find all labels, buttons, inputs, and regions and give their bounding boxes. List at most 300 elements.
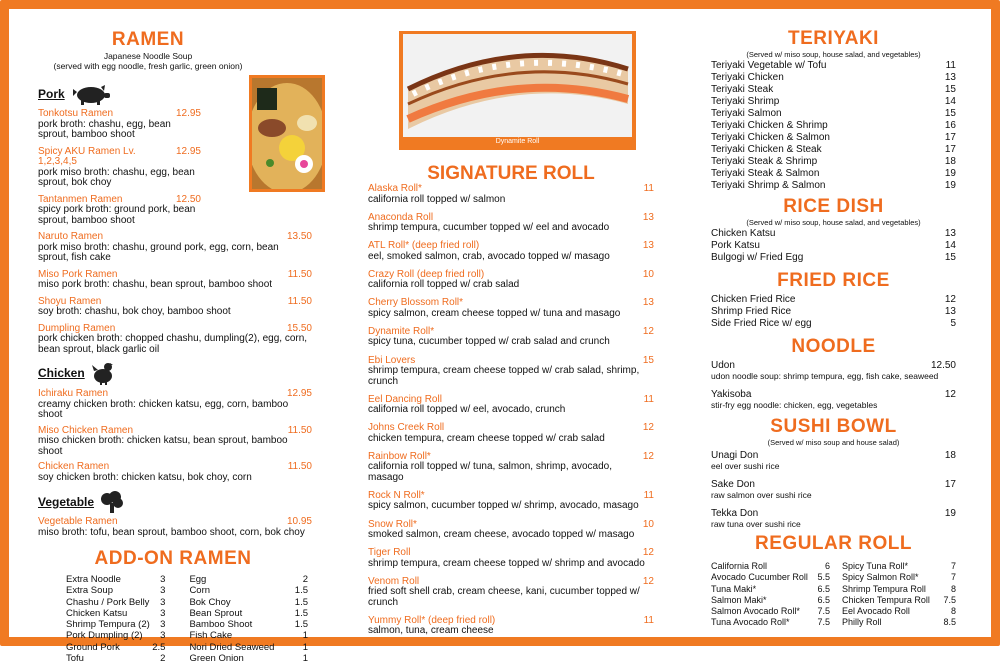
item-name: Teriyaki Chicken — [711, 72, 784, 83]
signature-roll-item — [368, 616, 654, 637]
item-price: 7 — [950, 561, 956, 571]
pork-label: Pork — [38, 87, 65, 101]
item-name: Nori Dried Seaweed — [189, 641, 275, 653]
item-price: 6.5 — [817, 594, 830, 605]
item-description: udon noodle soup: shrimp tempura, egg, fish cake, seaweed — [711, 371, 939, 381]
item-name: Naruto Ramen — [38, 231, 104, 242]
item-price: 12 — [642, 422, 654, 434]
item-price: 11.50 — [287, 461, 312, 472]
item-price: 14 — [944, 240, 956, 251]
vegetable-label: Vegetable — [38, 495, 95, 509]
item-name: Fish Cake — [189, 630, 233, 642]
price-row — [842, 584, 956, 595]
item-name: Teriyaki Steak & Shrimp — [711, 156, 818, 167]
fried-rice-list — [711, 294, 956, 330]
item-name: Chicken Katsu — [711, 228, 776, 239]
item-description: eel over sushi rice — [711, 461, 780, 471]
item-name: Eel Dancing Roll — [368, 393, 442, 405]
item-name: Teriyaki Vegetable w/ Tofu — [711, 60, 827, 71]
item-price: 1 — [302, 641, 308, 653]
item-name: Shoyu Ramen — [38, 295, 102, 307]
item-price: 5 — [950, 318, 956, 329]
menu-item — [38, 388, 312, 421]
item-price: 17 — [944, 144, 956, 155]
noodle-list — [711, 360, 956, 410]
price-row — [711, 96, 956, 108]
signature-title: SIGNATURE ROLL — [427, 163, 595, 184]
item-price: 3 — [160, 574, 166, 585]
price-row — [711, 617, 830, 628]
item-price: 15 — [944, 108, 956, 119]
item-price: 6.5 — [817, 583, 830, 594]
item-description: stir-fry egg noodle: chicken, egg, vegetables — [711, 400, 878, 410]
price-row — [711, 84, 956, 96]
price-row — [189, 653, 308, 664]
price-row — [66, 585, 165, 596]
item-name: Chashu / Pork Belly — [66, 596, 150, 608]
price-row — [189, 597, 308, 608]
item-name-row — [38, 147, 201, 168]
item-name: Pork Dumpling (2) — [66, 630, 143, 642]
signature-roll-item — [368, 184, 654, 205]
price-row — [842, 606, 956, 617]
item-price: 18 — [944, 156, 956, 167]
price-row — [711, 252, 956, 264]
item-name: Ichiraku Ramen — [38, 388, 109, 399]
price-row — [711, 318, 956, 330]
item-price: 11.50 — [287, 295, 312, 307]
signature-roll-item — [368, 356, 654, 388]
broccoli-icon — [100, 491, 124, 513]
item-description: miso chicken broth: chicken katsu, bean sprout, bamboo shoot — [38, 435, 288, 457]
item-name: Salmon Maki* — [711, 594, 767, 605]
price-row — [66, 597, 165, 608]
teriyaki-title: TERIYAKI — [788, 28, 879, 49]
item-price: 1.5 — [294, 607, 308, 619]
item-name-row — [38, 389, 312, 400]
item-price: 12.95 — [175, 108, 201, 119]
ramen-subtitle: Japanese Noodle Soup — [103, 51, 193, 61]
price-row — [711, 606, 830, 617]
sushi-bowl-served-note: (Served w/ miso soup and house salad) — [767, 438, 900, 447]
item-price: 15 — [642, 354, 654, 366]
item-name: Teriyaki Chicken & Steak — [711, 144, 822, 155]
item-name-row — [38, 232, 312, 243]
item-price: 13 — [642, 211, 654, 223]
item-name: Johns Creek Roll — [368, 422, 445, 434]
price-row — [711, 108, 956, 120]
item-description: pork miso broth: chashu, ground pork, egg, corn, bean sprout, fish cake — [38, 241, 279, 263]
item-description: shrimp tempura, cream cheese topped w/ shrimp and avocado — [368, 557, 645, 569]
signature-roll-item — [368, 491, 654, 512]
item-description: spicy pork broth: ground pork, bean sprout, bamboo shoot — [38, 204, 196, 226]
menu-item — [38, 295, 312, 318]
price-row — [711, 180, 956, 192]
price-row — [66, 619, 165, 630]
item-name: Shrimp Fried Rice — [711, 306, 792, 317]
chicken-ramen-list — [38, 388, 312, 483]
ramen-photo — [249, 75, 325, 192]
signature-roll-item — [368, 423, 654, 444]
item-description: miso pork broth: chashu, bean sprout, bamboo shoot — [38, 279, 273, 290]
price-row — [842, 595, 956, 606]
rice-dish-served-note: (Served w/ miso soup, house salad, and vegetables) — [746, 218, 921, 227]
menu-item — [711, 389, 956, 410]
price-row — [711, 584, 830, 595]
item-price: 7.5 — [817, 606, 830, 617]
item-description: raw tuna over sushi rice — [711, 519, 801, 529]
price-row — [66, 630, 165, 641]
item-price: 17 — [944, 132, 956, 143]
item-name: Chicken Katsu — [66, 607, 128, 619]
addon-left-column — [66, 574, 165, 664]
item-name: Green Onion — [189, 653, 244, 664]
item-name: Udon — [711, 360, 735, 371]
price-row — [711, 572, 830, 583]
item-price: 12 — [642, 547, 654, 559]
item-price: 3 — [160, 630, 166, 642]
item-price: 3 — [160, 585, 166, 597]
menu-item — [38, 195, 308, 227]
item-price: 1 — [302, 630, 308, 642]
item-price: 11.50 — [287, 424, 312, 436]
item-price: 2 — [160, 653, 166, 664]
item-price: 11 — [643, 489, 654, 501]
item-description: smoked salmon, cream cheese, avocado topped w/ masago — [368, 529, 635, 541]
item-name: Extra Noodle — [66, 574, 121, 585]
item-price: 11 — [643, 183, 654, 194]
item-price: 11 — [643, 393, 654, 405]
item-name: California Roll — [711, 561, 768, 571]
item-name: Bean Sprout — [189, 607, 243, 619]
item-description: pork chicken broth: chopped chashu, dumpling(2), egg, corn, bean sprout, black garlic oil — [38, 333, 308, 355]
price-row — [711, 561, 830, 572]
item-price: 6 — [824, 561, 830, 571]
signature-roll-item — [368, 270, 654, 291]
sushi-bowl-list — [711, 450, 956, 529]
item-description: california roll topped w/ eel, avocado, crunch — [368, 404, 566, 416]
ramen-served-note: (served with egg noodle, fresh garlic, green onion) — [53, 61, 243, 71]
item-name: Corn — [189, 585, 211, 597]
item-name: Crazy Roll (deep fried roll) — [368, 268, 485, 280]
rice-dish-title: RICE DISH — [783, 196, 884, 217]
item-price: 2 — [302, 574, 308, 585]
item-name: Ebi Lovers — [368, 354, 416, 366]
signature-roll-item — [368, 452, 654, 484]
menu-item — [38, 424, 312, 458]
item-price: 10 — [642, 518, 654, 530]
price-row — [711, 595, 830, 606]
signature-roll-item — [368, 395, 654, 416]
item-price: 10 — [642, 268, 654, 280]
vegetable-section-header — [38, 491, 308, 513]
item-name: Sake Don — [711, 479, 755, 490]
item-name: Tofu — [66, 653, 84, 664]
item-price: 12 — [944, 389, 956, 400]
price-row — [711, 240, 956, 252]
price-row — [711, 60, 956, 72]
item-name: Unagi Don — [711, 450, 759, 461]
item-price: 11.50 — [287, 268, 312, 280]
left-column — [38, 18, 312, 664]
price-row — [842, 617, 956, 628]
menu-item — [711, 508, 956, 529]
menu-item — [711, 450, 956, 471]
item-description: eel, smoked salmon, crab, avocado topped w/ masago — [368, 250, 610, 262]
price-row — [189, 619, 308, 630]
item-price: 7.5 — [943, 594, 956, 605]
chicken-section-header — [38, 361, 308, 385]
signature-roll-list — [368, 184, 654, 644]
item-name: ATL Roll* (deep fried roll) — [368, 240, 480, 252]
item-price: 12.95 — [175, 145, 201, 157]
price-row — [842, 572, 956, 583]
item-name: Bulgogi w/ Fried Egg — [711, 252, 804, 263]
item-price: 3 — [160, 596, 166, 608]
item-name: Tantanmen Ramen — [38, 193, 123, 205]
price-row — [66, 653, 165, 664]
noodle-title: NOODLE — [791, 336, 876, 357]
price-row — [66, 642, 165, 653]
item-price: 12.50 — [175, 193, 201, 205]
item-name: Rock N Roll* — [368, 489, 425, 501]
chicken-label: Chicken — [38, 366, 85, 380]
item-name: Teriyaki Salmon — [711, 108, 782, 119]
item-name: Yummy Roll* (deep fried roll) — [368, 614, 496, 626]
price-row — [189, 630, 308, 641]
item-description: shrimp tempura, cucumber topped w/ eel and avocado — [368, 222, 610, 234]
price-row — [711, 144, 956, 156]
item-name: Snow Roll* — [368, 518, 417, 530]
item-price: 16 — [944, 120, 956, 131]
item-name: Tuna Avocado Roll* — [711, 617, 790, 628]
signature-roll-item — [368, 548, 654, 569]
item-name-row — [38, 109, 201, 120]
item-description: spicy tuna, cucumber topped w/ crab salad and crunch — [368, 336, 610, 348]
roll-photo-frame — [399, 31, 636, 150]
item-name: Yakisoba — [711, 389, 752, 400]
menu-item — [711, 360, 956, 381]
price-row — [711, 156, 956, 168]
item-name: Teriyaki Steak — [711, 84, 774, 95]
item-description: shrimp tempura, cream cheese topped w/ crab salad, shrimp, crunch — [368, 365, 640, 387]
vegetable-ramen-list — [38, 516, 312, 538]
item-price: 7.5 — [817, 617, 830, 628]
item-price: 3 — [160, 607, 166, 619]
item-price: 1.5 — [294, 596, 308, 608]
item-description: spicy salmon, cream cheese topped w/ tuna and masago — [368, 307, 621, 319]
addon-title: ADD-ON RAMEN — [94, 548, 252, 569]
item-price: 12.95 — [286, 388, 312, 399]
item-name: Miso Pork Ramen — [38, 268, 118, 280]
item-description: pork miso broth: chashu, egg, bean sprout, bok choy — [38, 166, 195, 188]
fried-rice-title: FRIED RICE — [777, 270, 890, 291]
signature-roll-item — [368, 327, 654, 348]
signature-roll-item — [368, 213, 654, 234]
item-description: california roll topped w/ crab salad — [368, 279, 520, 291]
item-price: 8 — [950, 606, 956, 617]
item-price: 11 — [643, 614, 654, 626]
item-name: Egg — [189, 574, 207, 585]
item-name: Pork Katsu — [711, 240, 760, 251]
item-price: 12.50 — [930, 360, 956, 371]
sushi-bowl-title: SUSHI BOWL — [770, 416, 897, 437]
item-price: 10.95 — [286, 516, 312, 527]
item-name: Tuna Maki* — [711, 583, 757, 594]
menu-item — [38, 268, 312, 291]
item-name: Alaska Roll* — [368, 183, 422, 194]
price-row — [189, 642, 308, 653]
regular-roll-left-column — [711, 561, 830, 629]
item-price: 17 — [944, 479, 956, 490]
item-description: salmon, tuna, cream cheese — [368, 625, 494, 637]
item-name: Shrimp Tempura Roll — [842, 583, 926, 594]
item-name: Extra Soup — [66, 585, 113, 597]
item-price: 15.50 — [286, 322, 312, 334]
ramen-title: RAMEN — [111, 29, 185, 50]
item-price: 12 — [642, 575, 654, 587]
teriyaki-list — [711, 60, 956, 192]
item-price: 15 — [944, 252, 956, 263]
price-row — [711, 132, 956, 144]
item-name: Eel Avocado Roll — [842, 606, 910, 617]
item-price: 13 — [642, 240, 654, 252]
photo-caption: Dynamite Roll — [495, 138, 540, 145]
item-name: Miso Chicken Ramen — [38, 424, 134, 436]
item-price: 13 — [944, 228, 956, 239]
item-name: Chicken Ramen — [38, 461, 110, 472]
item-description: california roll topped w/ salmon — [368, 193, 506, 205]
item-price: 12 — [944, 294, 956, 305]
item-price: 1.5 — [294, 619, 308, 631]
price-row — [189, 574, 308, 585]
item-price: 13 — [642, 297, 654, 309]
price-row — [189, 608, 308, 619]
signature-roll-item — [368, 577, 654, 609]
chicken-icon — [91, 361, 115, 385]
menu-item — [38, 461, 312, 483]
item-name: Teriyaki Chicken & Shrimp — [711, 120, 828, 131]
regular-roll-right-column — [842, 561, 956, 629]
item-name: Venom Roll — [368, 575, 420, 587]
item-name: Teriyaki Chicken & Salmon — [711, 132, 830, 143]
item-price: 13 — [944, 72, 956, 83]
item-price: 15 — [944, 84, 956, 95]
item-price: 1 — [302, 653, 308, 664]
item-name: Spicy Tuna Roll* — [842, 561, 909, 571]
signature-roll-item — [368, 298, 654, 319]
menu-item — [38, 322, 312, 356]
item-price: 1.5 — [294, 585, 308, 597]
item-price: 13 — [944, 306, 956, 317]
price-row — [711, 168, 956, 180]
item-description: chicken tempura, cream cheese topped w/ crab salad — [368, 432, 605, 444]
item-name: Philly Roll — [842, 617, 882, 628]
price-row — [842, 561, 956, 572]
item-price: 19 — [944, 508, 956, 519]
item-description: california roll topped w/ tuna, salmon, shrimp, avocado, masago — [368, 461, 613, 483]
item-price: 14 — [944, 96, 956, 107]
item-name: Tonkotsu Ramen — [38, 108, 114, 119]
item-price: 19 — [944, 168, 956, 179]
price-row — [711, 72, 956, 84]
item-name-row — [368, 184, 654, 195]
item-name: Teriyaki Shrimp — [711, 96, 780, 107]
item-name: Bamboo Shoot — [189, 619, 253, 631]
item-price: 13.50 — [286, 231, 312, 242]
item-name: Vegetable Ramen — [38, 516, 118, 527]
regular-roll-title: REGULAR ROLL — [755, 533, 912, 554]
regular-roll-table — [711, 561, 956, 629]
signature-roll-item — [368, 520, 654, 541]
menu-item — [38, 516, 312, 538]
item-price: 18 — [944, 450, 956, 461]
roll-photo — [403, 34, 632, 137]
item-name: Tiger Roll — [368, 547, 411, 559]
price-row — [711, 228, 956, 240]
item-name: Bok Choy — [189, 596, 231, 608]
pig-icon — [71, 83, 111, 105]
item-name: Salmon Avocado Roll* — [711, 606, 800, 617]
item-price: 5.5 — [817, 572, 830, 583]
item-name: Rainbow Roll* — [368, 450, 431, 462]
price-row — [711, 120, 956, 132]
item-description: pork broth: chashu, egg, bean sprout, bamboo shoot — [38, 118, 171, 140]
item-name-row — [38, 462, 312, 473]
menu-item — [38, 231, 312, 264]
item-price: 12 — [642, 450, 654, 462]
item-name: Teriyaki Steak & Salmon — [711, 168, 820, 179]
item-price: 2.5 — [152, 641, 166, 653]
item-description: creamy chicken broth: chicken katsu, egg, corn, bamboo shoot — [38, 398, 289, 420]
price-row — [189, 585, 308, 596]
price-row — [711, 306, 956, 318]
item-price: 7 — [950, 572, 956, 583]
item-name: Shrimp Tempura (2) — [66, 619, 150, 631]
teriyaki-served-note: (Served w/ miso soup, house salad, and vegetables) — [746, 50, 921, 59]
item-price: 12 — [642, 325, 654, 337]
item-description: spicy salmon, cucumber topped w/ shrimp, avocado, masago — [368, 500, 639, 512]
rice-dish-list — [711, 228, 956, 264]
item-price: 8.5 — [943, 617, 956, 628]
item-name: Dynamite Roll* — [368, 325, 435, 337]
item-name: Avocado Cucumber Roll — [711, 572, 808, 583]
item-price: 3 — [160, 619, 166, 631]
price-row — [66, 574, 165, 585]
price-row — [711, 294, 956, 306]
menu-item — [711, 479, 956, 500]
item-name: Chicken Fried Rice — [711, 294, 796, 305]
item-description: fried soft shell crab, cream cheese, kani, cucumber topped w/ crunch — [368, 586, 640, 608]
item-name-row — [38, 517, 312, 528]
item-name: Anaconda Roll — [368, 211, 434, 223]
item-description: soy chicken broth: chicken katsu, bok choy, corn — [38, 471, 252, 483]
price-row — [66, 608, 165, 619]
right-column — [711, 18, 956, 629]
item-name: Side Fried Rice w/ egg — [711, 318, 812, 329]
item-name: Dumpling Ramen — [38, 322, 116, 334]
item-name: Tekka Don — [711, 508, 759, 519]
item-name: Teriyaki Shrimp & Salmon — [711, 180, 826, 191]
item-name: Spicy AKU Ramen Lv. 1,2,3,4,5 — [38, 145, 136, 167]
addon-table — [66, 574, 308, 664]
item-name: Chicken Tempura Roll — [842, 594, 930, 605]
item-description: soy broth: chashu, bok choy, bamboo shoot — [38, 306, 231, 317]
item-description: miso broth: tofu, bean sprout, bamboo shoot, corn, bok choy — [38, 526, 305, 538]
item-name: Ground Pork — [66, 641, 120, 653]
item-price: 11 — [945, 60, 956, 71]
item-price: 19 — [944, 180, 956, 191]
